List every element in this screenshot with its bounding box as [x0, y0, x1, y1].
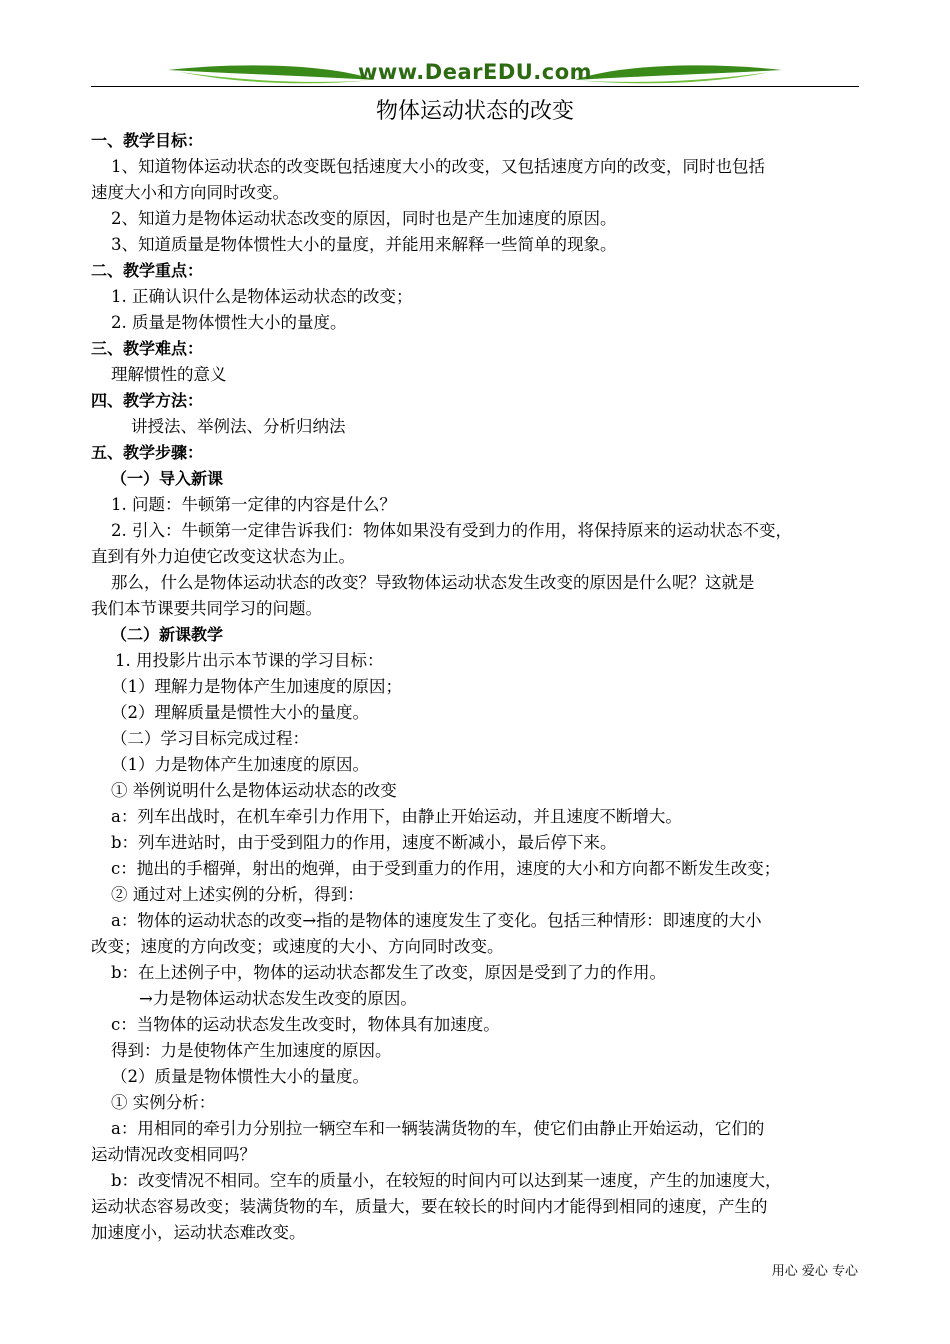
header-rule: [91, 86, 859, 87]
body-line: ② 通过对上述实例的分析，得到：: [111, 885, 364, 904]
body-line: （1）力是物体产生加速度的原因。: [111, 755, 369, 774]
footer-motto: 用心 爱心 专心: [771, 1264, 858, 1279]
section-heading: 五、教学步骤：: [91, 443, 204, 462]
document-title: 物体运动状态的改变: [375, 99, 574, 124]
body-line: （2）质量是物体惯性大小的量度。: [111, 1067, 369, 1086]
body-line: 得到：力是使物体产生加速度的原因。: [111, 1041, 392, 1060]
body-line: 理解惯性的意义: [111, 365, 227, 384]
body-line: b：列车进站时，由于受到阻力的作用，速度不断减小，最后停下来。: [111, 833, 617, 852]
body-line: 2. 引入：牛顿第一定律告诉我们：物体如果没有受到力的作用，将保持原来的运动状态不变，: [111, 521, 792, 540]
body-line: b：在上述例子中，物体的运动状态都发生了改变，原因是受到了力的作用。: [111, 963, 667, 982]
section-heading: （一）导入新课: [111, 469, 224, 488]
body-line: 2. 质量是物体惯性大小的量度。: [111, 313, 347, 332]
body-line: c：当物体的运动状态发生改变时，物体具有加速度。: [111, 1015, 500, 1034]
site-url: www.DearEDU.com: [357, 60, 593, 84]
body-line: a：物体的运动状态的改变→指的是物体的速度发生了变化。包括三种情形：即速度的大小: [111, 911, 762, 930]
body-line: 加速度小，运动状态难改变。: [91, 1223, 306, 1242]
body-line: （1）理解力是物体产生加速度的原因；: [111, 677, 402, 696]
body-line: 直到有外力迫使它改变这状态为止。: [91, 547, 355, 566]
body-line: 1. 问题：牛顿第一定律的内容是什么？: [111, 495, 396, 514]
body-line: 1. 用投影片出示本节课的学习目标：: [115, 651, 384, 670]
body-line: 速度大小和方向同时改变。: [91, 183, 289, 202]
section-heading: 三、教学难点：: [91, 339, 204, 358]
body-line: b：改变情况不相同。空车的质量小，在较短的时间内可以达到某一速度，产生的加速度大，: [111, 1171, 782, 1190]
body-line: （2）理解质量是惯性大小的量度。: [111, 703, 369, 722]
body-line: 3、知道质量是物体惯性大小的量度，并能用来解释一些简单的现象。: [111, 235, 617, 254]
body-line: 我们本节课要共同学习的问题。: [91, 599, 322, 618]
body-line: 运动状态容易改变；装满货物的车，质量大，要在较长的时间内才能得到相同的速度，产生的: [91, 1197, 768, 1216]
section-heading: （二）新课教学: [111, 625, 224, 644]
body-line: （二）学习目标完成过程：: [111, 729, 309, 748]
body-line: 1、知道物体运动状态的改变既包括速度大小的改变，又包括速度方向的改变，同时也包括: [111, 157, 765, 176]
body-line: 那么，什么是物体运动状态的改变？导致物体运动状态发生改变的原因是什么呢？这就是: [111, 573, 755, 592]
section-heading: 一、教学目标：: [91, 131, 204, 150]
body-line: 1. 正确认识什么是物体运动状态的改变；: [111, 287, 413, 306]
body-line: 改变；速度的方向改变；或速度的大小、方向同时改变。: [91, 937, 504, 956]
body-line: a：列车出战时，在机车牵引力作用下，由静止开始运动，并且速度不断增大。: [111, 807, 682, 826]
document-body: [91, 128, 861, 1246]
body-line: 运动情况改变相同吗？: [91, 1145, 256, 1164]
body-line: c：抛出的手榴弹，射出的炮弹，由于受到重力的作用，速度的大小和方向都不断发生改变；: [111, 859, 781, 878]
section-heading: 四、教学方法：: [91, 391, 204, 410]
body-line: 2、知道力是物体运动状态改变的原因，同时也是产生加速度的原因。: [111, 209, 617, 228]
body-line: ① 实例分析：: [111, 1093, 216, 1112]
body-line: 讲授法、举例法、分析归纳法: [131, 417, 346, 436]
section-heading: 二、教学重点：: [91, 261, 204, 280]
body-line: →力是物体运动状态发生改变的原因。: [139, 989, 417, 1008]
body-line: ① 举例说明什么是物体运动状态的改变: [111, 781, 397, 800]
body-line: a：用相同的牵引力分别拉一辆空车和一辆装满货物的车，使它们由静止开始运动，它们的: [111, 1119, 765, 1138]
